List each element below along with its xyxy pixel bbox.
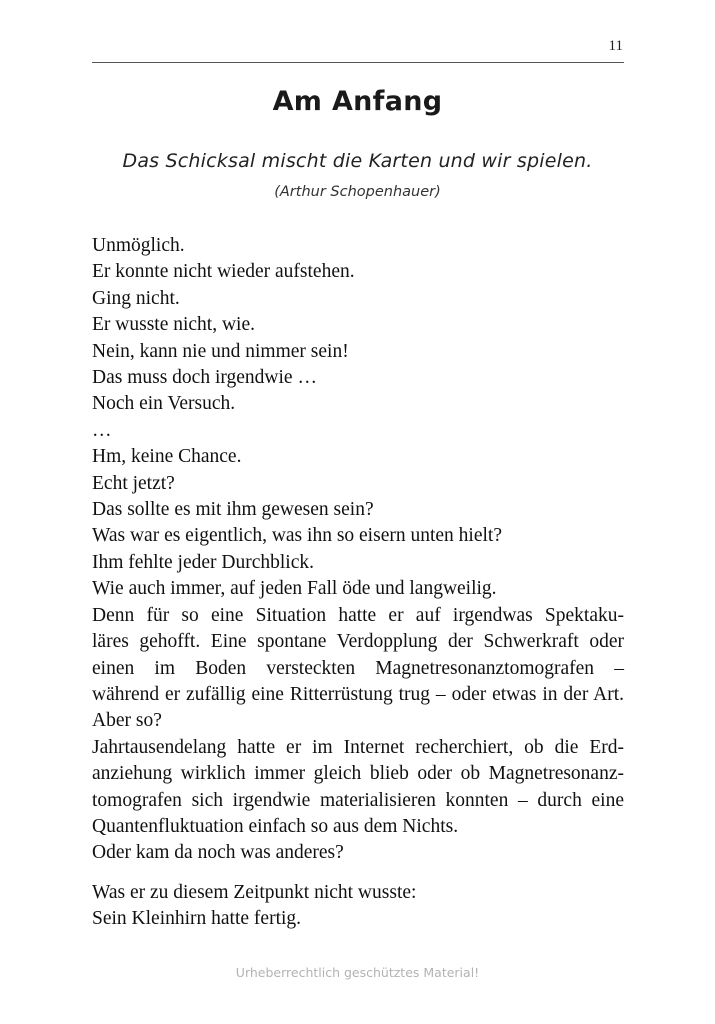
text-line: Hm, keine Chance. bbox=[92, 446, 242, 468]
text-line: tomografen sich irgendwie materialisieren konnten – durch eine bbox=[92, 789, 624, 811]
text-line: Quantenfluktuation einfach so aus dem Nichts. bbox=[92, 815, 459, 837]
page-number: 11 bbox=[608, 38, 623, 54]
text-line: Das sollte es mit ihm gewesen sein? bbox=[92, 499, 374, 521]
text-line: Was er zu diesem Zeitpunkt nicht wusste: bbox=[92, 881, 417, 903]
text-line: Er wusste nicht, wie. bbox=[92, 314, 256, 336]
text-line: einen im Boden versteckten Magnetresonanztomografen – bbox=[92, 657, 624, 679]
text-line: Denn für so eine Situation hatte er auf irgendwas Spektaku- bbox=[92, 604, 624, 626]
text-line: Unmöglich. bbox=[92, 235, 185, 256]
text-line: Jahrtausendelang hatte er im Internet recherchiert, ob die Erd- bbox=[92, 736, 624, 758]
text-line: … bbox=[92, 419, 112, 441]
text-line: läres gehofft. Eine spontane Verdopplung der Schwerkraft oder bbox=[92, 631, 624, 653]
text-line: anziehung wirklich immer gleich blieb oder ob Magnetresonanz- bbox=[92, 763, 624, 785]
epigraph-author: (Arthur Schopenhauer) bbox=[274, 184, 441, 200]
copyright-watermark: Urheberrechtlich geschütztes Material! bbox=[235, 965, 480, 980]
text-line: Ihm fehlte jeder Durchblick. bbox=[92, 551, 314, 573]
text-line: Nein, kann nie und nimmer sein! bbox=[92, 340, 349, 362]
text-line: Aber so? bbox=[92, 710, 162, 732]
epigraph-quote: Das Schicksal mischt die Karten und wir spielen. bbox=[122, 150, 593, 172]
header-rule bbox=[92, 62, 624, 63]
text-line: Was war es eigentlich, was ihn so eisern unten hielt? bbox=[92, 525, 502, 547]
body-text bbox=[92, 233, 624, 933]
text-line: Noch ein Versuch. bbox=[92, 393, 236, 415]
text-line: Ging nicht. bbox=[92, 287, 180, 309]
text-line: während er zufällig eine Ritterrüstung trug – oder etwas in der Art. bbox=[92, 683, 624, 705]
text-line: Oder kam da noch was anderes? bbox=[92, 842, 344, 864]
text-line: Wie auch immer, auf jeden Fall öde und langweilig. bbox=[92, 578, 497, 600]
text-line: Das muss doch irgendwie … bbox=[92, 367, 317, 389]
text-line: Echt jetzt? bbox=[92, 472, 175, 494]
paragraph-gap bbox=[92, 867, 624, 880]
text-line: Er konnte nicht wieder aufstehen. bbox=[92, 261, 355, 283]
text-line: Sein Kleinhirn hatte fertig. bbox=[92, 908, 302, 930]
chapter-title: Am Anfang bbox=[272, 86, 443, 117]
